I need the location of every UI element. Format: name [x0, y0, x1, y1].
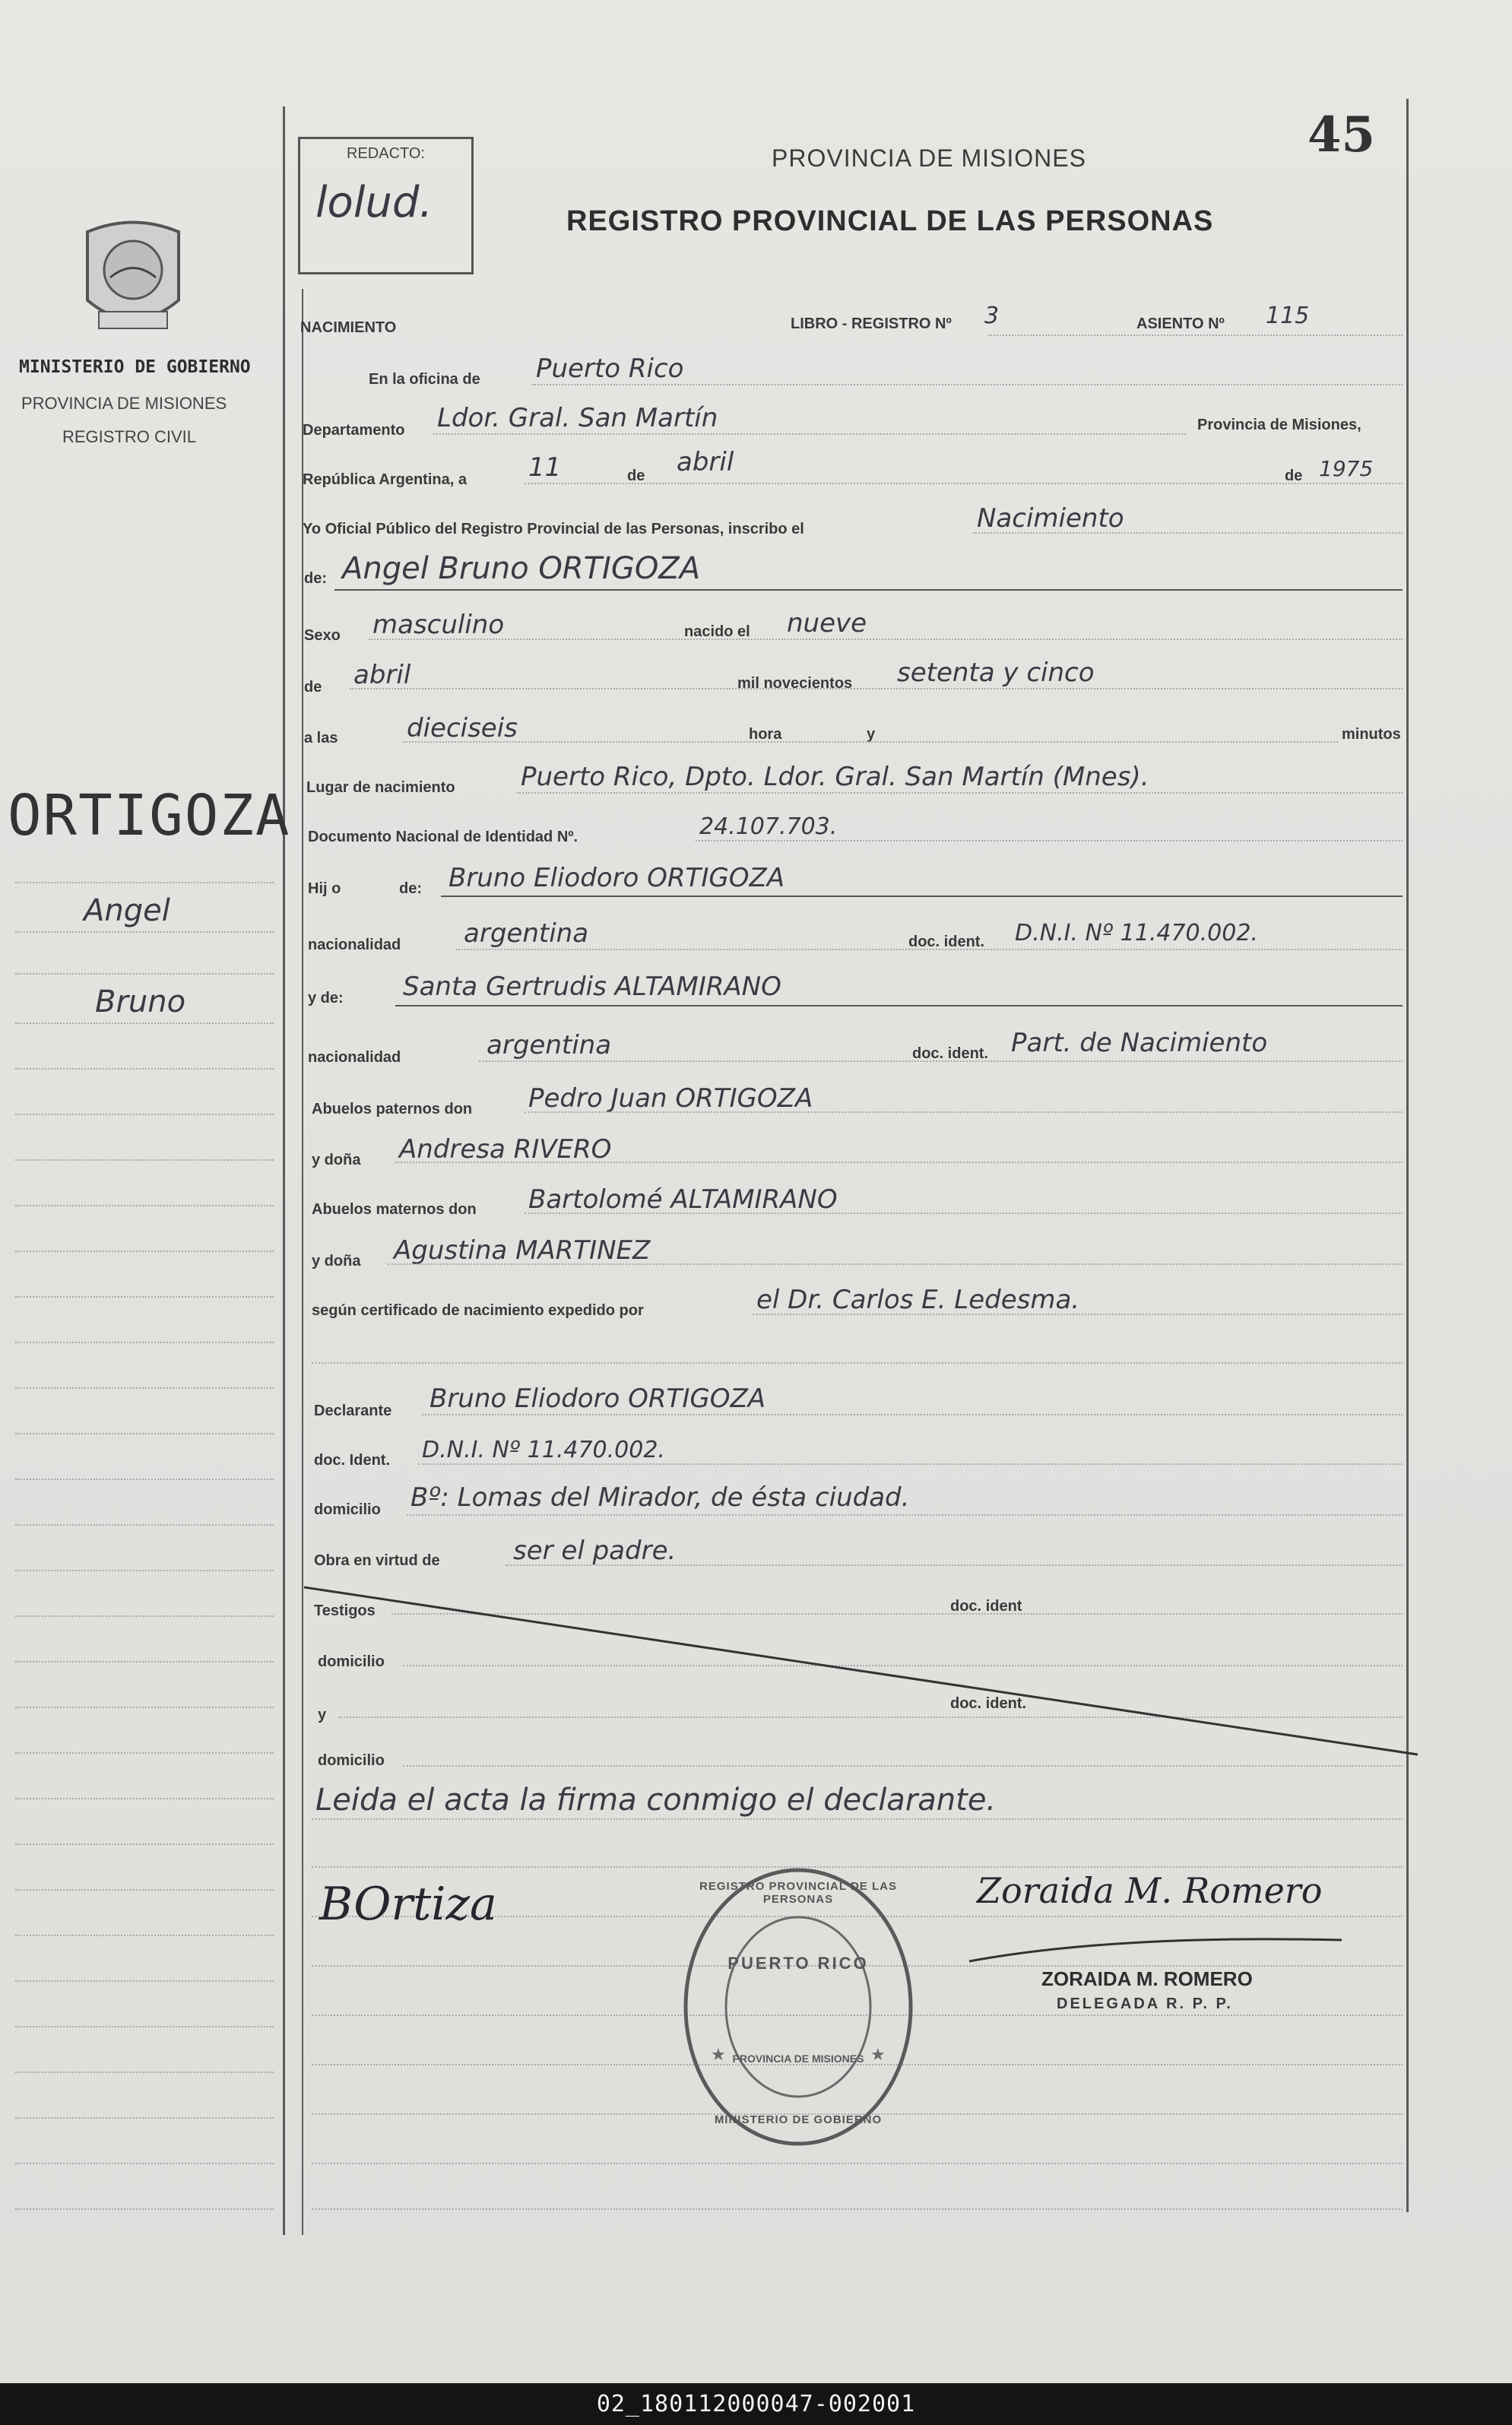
padre-value: Bruno Eliodoro ORTIGOZA: [449, 863, 785, 893]
province-header: PROVINCIA DE MISIONES: [772, 144, 1086, 172]
frame-right-line: [1406, 99, 1409, 2212]
declarante-value: Bruno Eliodoro ORTIGOZA: [430, 1384, 766, 1414]
margin-rule: [15, 1387, 274, 1389]
documento-value: 24.107.703.: [699, 813, 838, 840]
anio2-value: setenta y cinco: [897, 658, 1095, 688]
file-id-footer: 02_180112000047-002001: [0, 2383, 1512, 2425]
leida-text: Leida el acta la firma conmigo el declarante.: [315, 1783, 997, 1818]
redacto-box: [298, 137, 474, 274]
coat-of-arms-emblem: [72, 217, 194, 350]
lugar-value: Puerto Rico, Dpto. Ldor. Gral. San Martín (Mnes).: [521, 762, 1149, 792]
obra-value: ser el padre.: [513, 1536, 677, 1566]
lugar-rule: [517, 792, 1403, 794]
hora-label: hora: [749, 726, 782, 743]
docident-label: doc. ident.: [912, 1045, 988, 1062]
mil-label: mil novecientos: [737, 675, 853, 692]
official-seal: [680, 1866, 916, 2148]
abuelos-paternos-label: Abuelos paternos don: [312, 1101, 473, 1117]
lugar-label: Lugar de nacimiento: [306, 779, 455, 796]
frame-inner-line: [302, 289, 303, 2235]
official-signature: Zoraida M. Romero: [977, 1870, 1323, 1911]
abuelos-maternos-label: Abuelos maternos don: [312, 1201, 477, 1218]
mes-value: abril: [677, 447, 734, 477]
ydona-label: y doña: [312, 1253, 361, 1270]
doc-ident-label: doc. Ident.: [314, 1452, 390, 1469]
margin-rule: [15, 1022, 274, 1024]
libro-value: 3: [984, 303, 1000, 329]
madre-value: Santa Gertrudis ALTAMIRANO: [403, 972, 781, 1002]
nombre-value: Angel Bruno ORTIGOZA: [342, 551, 701, 586]
alas-label: a las: [304, 730, 338, 747]
acto-value: Nacimiento: [977, 503, 1124, 534]
abuela-materna-rule: [388, 1263, 1403, 1265]
de-nombre-label: de:: [304, 570, 327, 587]
svg-text:★: ★: [870, 2046, 886, 2065]
nacimiento-label: NACIMIENTO: [300, 319, 397, 336]
abuelo-paterno-value: Pedro Juan ORTIGOZA: [528, 1083, 813, 1114]
seal-ministry-text: MINISTERIO DE GOBIERNO: [714, 2113, 883, 2126]
province-label: PROVINCIA DE MISIONES: [21, 394, 227, 413]
margin-rule: [15, 1205, 274, 1206]
signature-rule: [312, 2163, 1403, 2164]
segun-rule: [753, 1314, 1403, 1315]
margin-first-name: Angel: [84, 893, 170, 928]
republica-label: República Argentina, a: [303, 471, 467, 488]
margin-rule: [15, 1524, 274, 1526]
margin-rule: [15, 1889, 274, 1891]
margin-rule: [15, 1661, 274, 1663]
margin-rule: [15, 2208, 274, 2210]
margin-rule: [15, 1935, 274, 1936]
documento-rule: [696, 840, 1403, 842]
seal-outer-text: REGISTRO PROVINCIAL DE LAS PERSONAS: [699, 1880, 897, 1906]
signature-rule: [312, 2208, 1403, 2210]
official-title: DELEGADA R. P. P.: [1057, 1995, 1233, 2012]
margin-rule: [15, 2117, 274, 2119]
domicilio-rule: [407, 1514, 1403, 1516]
margin-rule: [15, 973, 274, 975]
official-name: ZORAIDA M. ROMERO: [1041, 1967, 1253, 1990]
nacionalidad-madre-rule: [479, 1060, 1403, 1062]
dia-value: 11: [528, 452, 562, 483]
departamento-rule: [433, 433, 1186, 435]
margin-rule: [15, 1843, 274, 1845]
declarante-rule: [422, 1414, 1403, 1415]
nacido-label: nacido el: [684, 623, 750, 640]
sexo-label: Sexo: [304, 627, 341, 644]
domicilio2-label: domicilio: [318, 1653, 385, 1670]
margin-rule: [15, 1479, 274, 1480]
testigos-label: Testigos: [314, 1602, 376, 1619]
libro-label: LIBRO - REGISTRO Nº: [791, 315, 952, 332]
obra-label: Obra en virtud de: [314, 1552, 440, 1569]
margin-rule: [15, 1251, 274, 1252]
abuela-paterna-rule: [395, 1162, 1403, 1163]
domicilio3-rule: [403, 1765, 1403, 1767]
doc-padre-value: D.N.I. Nº 11.470.002.: [1015, 920, 1258, 946]
margin-rule: [15, 1752, 274, 1754]
asiento-label: ASIENTO Nº: [1136, 315, 1225, 332]
hijo-de-label: de:: [399, 880, 422, 897]
de-label: de: [627, 468, 645, 484]
svg-text:★: ★: [711, 2046, 726, 2065]
nacionalidad-padre-value: argentina: [464, 918, 589, 949]
margin-rule: [15, 1570, 274, 1571]
registry-header: REGISTRO PROVINCIAL DE LAS PERSONAS: [566, 205, 1214, 237]
oficial-rule: [973, 532, 1403, 534]
sexo-value: masculino: [372, 610, 505, 640]
docident-label: doc. ident.: [908, 934, 984, 950]
margin-rule: [15, 931, 274, 933]
testigos-doc-label: doc. ident: [950, 1598, 1022, 1615]
frame-left-line: [283, 106, 285, 2235]
oficial-text: Yo Oficial Público del Registro Provincial de las Personas, inscribo el: [303, 521, 804, 537]
seal-center-text: PUERTO RICO: [727, 1954, 869, 1973]
padre-rule: [441, 896, 1403, 897]
sexo-rule: [369, 639, 1403, 640]
asiento-rule: [988, 334, 1403, 336]
blank-rule: [312, 1362, 1403, 1364]
yde-label: y de:: [308, 990, 344, 1006]
nacionalidad-madre-value: argentina: [487, 1030, 612, 1060]
declarante-label: Declarante: [314, 1403, 392, 1419]
abuelo-materno-rule: [525, 1212, 1403, 1214]
margin-second-name: Bruno: [95, 984, 186, 1019]
leida-rule: [312, 1818, 1403, 1820]
margin-rule: [15, 1798, 274, 1799]
margin-rule: [15, 2026, 274, 2027]
oficina-rule: [532, 384, 1403, 385]
margin-rule: [15, 1980, 274, 1982]
testigos-strike-line: [304, 1581, 1422, 1764]
y2-label: y: [318, 1707, 327, 1723]
abuela-materna-value: Agustina MARTINEZ: [394, 1235, 651, 1266]
domicilio-value: Bº: Lomas del Mirador, de ésta ciudad.: [410, 1482, 910, 1513]
mes2-value: abril: [353, 660, 411, 690]
anio-label: de: [1285, 468, 1303, 484]
abuelo-paterno-rule: [525, 1111, 1403, 1113]
margin-rule: [15, 882, 274, 883]
oficina-value: Puerto Rico: [536, 353, 684, 384]
departamento-value: Ldor. Gral. San Martín: [437, 403, 718, 433]
nacionalidad-padre-rule: [456, 949, 1403, 950]
segun-value: el Dr. Carlos E. Ledesma.: [756, 1285, 1080, 1315]
margin-rule: [15, 1159, 274, 1161]
nacido-value: nueve: [787, 608, 867, 639]
alas-rule: [403, 741, 1338, 743]
civil-registry-label: REGISTRO CIVIL: [62, 427, 197, 446]
margin-rule: [15, 1707, 274, 1708]
minutos-label: minutos: [1342, 726, 1401, 743]
oficina-label: En la oficina de: [369, 371, 480, 388]
margin-rule: [15, 2163, 274, 2164]
hijo-label: Hij o: [308, 880, 341, 897]
margin-rule: [15, 1114, 274, 1115]
abuelo-materno-value: Bartolomé ALTAMIRANO: [528, 1184, 838, 1215]
margin-rule: [15, 1615, 274, 1617]
asiento-value: 115: [1266, 303, 1310, 329]
abuela-paterna-value: Andresa RIVERO: [399, 1134, 612, 1165]
nacionalidad-label: nacionalidad: [308, 937, 401, 953]
departamento-label: Departamento: [303, 422, 405, 439]
margin-rule: [15, 1068, 274, 1070]
madre-rule: [395, 1005, 1403, 1006]
declarante-doc-value: D.N.I. Nº 11.470.002.: [422, 1437, 665, 1463]
provincia-label: Provincia de Misiones,: [1197, 417, 1361, 433]
ydona-label: y doña: [312, 1152, 361, 1168]
margin-rule: [15, 1342, 274, 1343]
nombre-rule: [334, 589, 1403, 591]
y-label: y: [867, 726, 876, 743]
doc-ident-rule: [418, 1463, 1403, 1465]
declarante-signature: BOrtiza: [319, 1878, 497, 1931]
de2-rule: [350, 688, 1403, 689]
hora-value: dieciseis: [407, 713, 518, 743]
nacionalidad-label: nacionalidad: [308, 1049, 401, 1066]
margin-rule: [15, 1296, 274, 1298]
domicilio3-label: domicilio: [318, 1752, 385, 1769]
domicilio-label: domicilio: [314, 1501, 381, 1518]
margin-surname: ORTIGOZA: [8, 783, 291, 848]
republica-rule: [525, 483, 1403, 484]
margin-rule: [15, 1433, 274, 1434]
segun-label: según certificado de nacimiento expedido por: [312, 1302, 644, 1319]
page-number: 45: [1308, 106, 1376, 163]
de2-label: de: [304, 679, 322, 696]
doc-ident2-label: doc. ident.: [950, 1695, 1026, 1712]
ministry-label: MINISTERIO DE GOBIERNO: [19, 357, 251, 377]
margin-rule: [15, 2072, 274, 2073]
redacto-label: REDACTO:: [347, 145, 425, 162]
documento-label: Documento Nacional de Identidad Nº.: [308, 829, 578, 845]
seal-bottom-text: PROVINCIA DE MISIONES: [732, 2053, 864, 2065]
official-signature-flourish: [962, 1931, 1357, 1969]
anio-value: 1975: [1319, 456, 1374, 481]
doc-madre-value: Part. de Nacimiento: [1011, 1028, 1268, 1058]
obra-rule: [506, 1564, 1403, 1566]
redacto-initials: lolud.: [315, 178, 433, 227]
